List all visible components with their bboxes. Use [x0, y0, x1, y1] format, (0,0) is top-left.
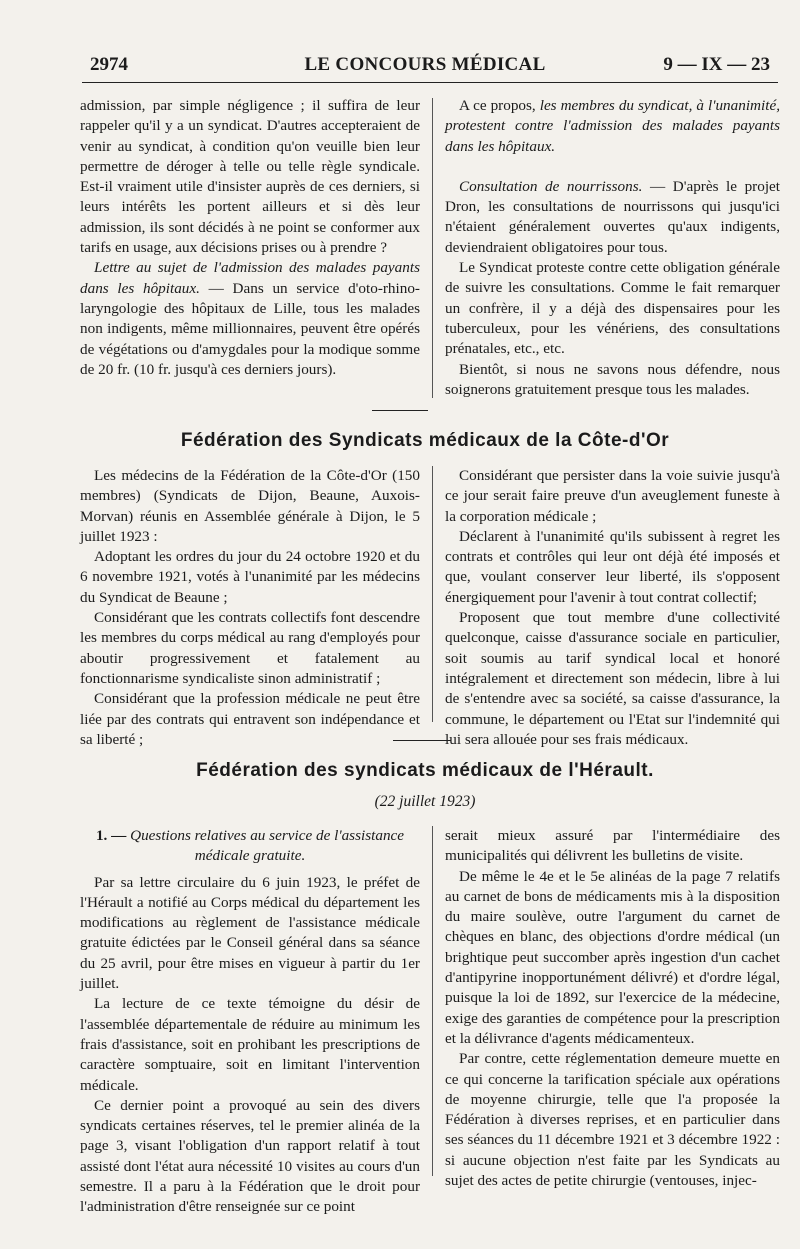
paragraph: La lecture de ce texte témoigne du désir de l'assemblée départementale de réduire au minimum les frais d'assistance, soit en prohibant les prescriptions de caractère somptuaire, soit en limitant l'intervention médicale. — [80, 995, 420, 1094]
paragraph: Considérant que la profession médicale ne peut être liée par des contrats qui entravent son indépendance et sa liberté ; — [80, 690, 420, 748]
spacer — [445, 157, 780, 177]
heading-number: 1. — — [95, 827, 131, 844]
paragraph: De même le 4e et le 5e alinéas de la page 7 relatifs au carnet de bons de médicaments mis à la disposition du maire soulève, outre l'argument du carnet de chèques en blanc, des objections d'ordre médical (un brightique peut succomber après ingestion d'un cachet d'antipyrine inopportunément délivré) et d'ordre légal, puisque la loi de 1892, sur l'exercice de la médecine, exige des garanties de compétence pour la prescription et la délivrance d'agents médicamenteux. — [445, 867, 780, 1047]
journal-title: LE CONCOURS MÉDICAL — [304, 54, 546, 75]
paragraph — [445, 96, 780, 157]
running-head — [80, 54, 770, 80]
paragraph: Par sa lettre circulaire du 6 juin 1923, le préfet de l'Hérault a notifié au Corps médical du département les modifications au règlement de l'assistance médicale gratuite édictées par le Conseil général dans sa séance du 25 avril, pour être mises en vigueur à partir du 1er juillet. — [80, 873, 420, 993]
header-rule — [82, 82, 778, 83]
separator — [393, 740, 451, 741]
paragraph: Les médecins de la Fédération de la Côte-d'Or (150 membres) (Syndicats de Dijon, Beaune, Auxois-Morvan) réunis en Assemblée générale à Dijon, le 5 juillet 1923 : — [80, 467, 420, 545]
paragraph: Bientôt, si nous ne savons nous défendre, nous soignerons gratuitement presque tous les malades. — [445, 360, 780, 398]
paragraph: Considérant que persister dans la voie suivie jusqu'à ce jour serait faire preuve d'un aveuglement funeste à la corporation médicale ; — [445, 467, 780, 525]
column-rule — [432, 466, 433, 722]
rubric-title: Consultation de nourrissons. — [459, 177, 643, 195]
top-left-column — [80, 96, 420, 380]
section1-right-column — [445, 466, 780, 750]
paragraph — [80, 258, 420, 380]
paragraph: serait mieux assuré par l'intermédiaire des municipalités qui délivrent les bulletins de visite. — [445, 827, 780, 865]
text: A ce propos, — [459, 97, 540, 114]
paragraph — [445, 177, 780, 258]
paragraph: Déclarent à l'unanimité qu'ils subissent à regret les contrats et contrôles qui leur ont déjà été imposés et que, voulant conserver leur liberté, ils s'opposent énergiquement pour l'avenir à tout contrat collectif; — [445, 527, 780, 606]
column-rule — [432, 98, 433, 398]
heading-text: Questions relatives au service de l'assistance médicale gratuite. — [130, 827, 405, 865]
section-title: Fédération des syndicats médicaux de l'Hérault. — [196, 760, 654, 781]
subsection-heading — [80, 826, 420, 867]
section-date: (22 juillet 1923) — [374, 793, 476, 810]
text-italic: les membres du syndicat, à l'unanimité, protestent contre l'admission des malades payants dans les hôpitaux. — [445, 97, 780, 155]
rubric-title: Lettre au sujet de l'admission des malades payants dans les hôpitaux. — [80, 259, 420, 297]
paragraph: Ce dernier point a provoqué au sein des divers syndicats certaines réserves, tel le premier alinéa de la page 3, visant l'obligation d'un rapport relatif à tout assisté dont l'état aura nécessité 10 visites au cours d'un semestre. Il a paru à la Fédération que le droit pour l'administration d'être renseignée sur ce point — [80, 1096, 420, 1216]
paragraph: Le Syndicat proteste contre cette obligation générale de suivre les consultations. Comme le fait remarquer un confrère, il y a déjà des dispensaires pour les tuberculeux, pour les vénériens, des consultations prénatales, etc., etc. — [445, 259, 780, 358]
separator — [372, 410, 428, 411]
column-rule — [432, 826, 433, 1176]
section-title: Fédération des Syndicats médicaux de la Côte-d'Or — [180, 430, 670, 451]
paragraph: Par contre, cette réglementation demeure muette en ce qui concerne la tarification spéciale aux opérations de moyenne chirurgie, telle que l'a proposée la Fédération à diverses reprises, et en particulier dans ses séances du 11 décembre 1921 et 3 décembre 1922 : si aucune objection n'est faite par les Syndicats au sujet des actes de petite chirurgie (ventouses, injec- — [445, 1050, 780, 1190]
rubric-text: — Dans un service d'oto-rhino-laryngologie des hôpitaux de Lille, tous les malades non indigents, même millionnaires, peuvent être opérés de végétations ou d'amygdales pour la modique somme de 20 fr. (10 fr. jusqu'à ces derniers jours). — [80, 279, 420, 378]
issue-date: 9 — IX — 23 — [663, 54, 770, 75]
section2-right-column — [445, 826, 780, 1191]
paragraph: Considérant que les contrats collectifs font descendre les membres du corps médical au rang d'employés pour aboutir progressivement et fatalement au fonctionnarisme syndicaliste sinon administratif ; — [80, 609, 420, 687]
paragraph: admission, par simple négligence ; il suffira de leur rappeler qu'il y a un syndicat. D'autres accepteraient de venir au syndicat, à condition qu'on veuille bien leur permettre de déroger à telle ou telle règle syndicale. Est-il vraiment utile d'insister auprès de ces derniers, si leurs intérêts les portent ailleurs et si dès leur admission, ils sont décidés à ne point se conformer aux tarifs en usage, aux décisions prises ou à prendre ? — [80, 97, 420, 257]
section2-left-column — [80, 826, 420, 1218]
paragraph: Proposent que tout membre d'une collectivité quelconque, caisse d'assurance sociale en particulier, soit soumis au tarif syndical local et honoré intégralement et directement son médecin, libre à lui de s'entendre avec sa société, sa caisse d'assurance, la commune, le département ou l'Etat sur l'indemnité qui lui sera allouée pour ses frais médicaux. — [445, 609, 780, 748]
top-right-column — [445, 96, 780, 400]
rubric-text: — D'après le projet Dron, les consultations de nourrissons qui jusqu'ici n'étaient généralement ouvertes qu'aux indigents, deviendraient obligatoires pour tous. — [445, 177, 780, 256]
page-number: 2974 — [90, 54, 128, 75]
paragraph: Adoptant les ordres du jour du 24 octobre 1920 et du 6 novembre 1921, votés à l'unanimité par les médecins du Syndicat de Beaune ; — [80, 548, 420, 606]
section1-left-column — [80, 466, 420, 750]
